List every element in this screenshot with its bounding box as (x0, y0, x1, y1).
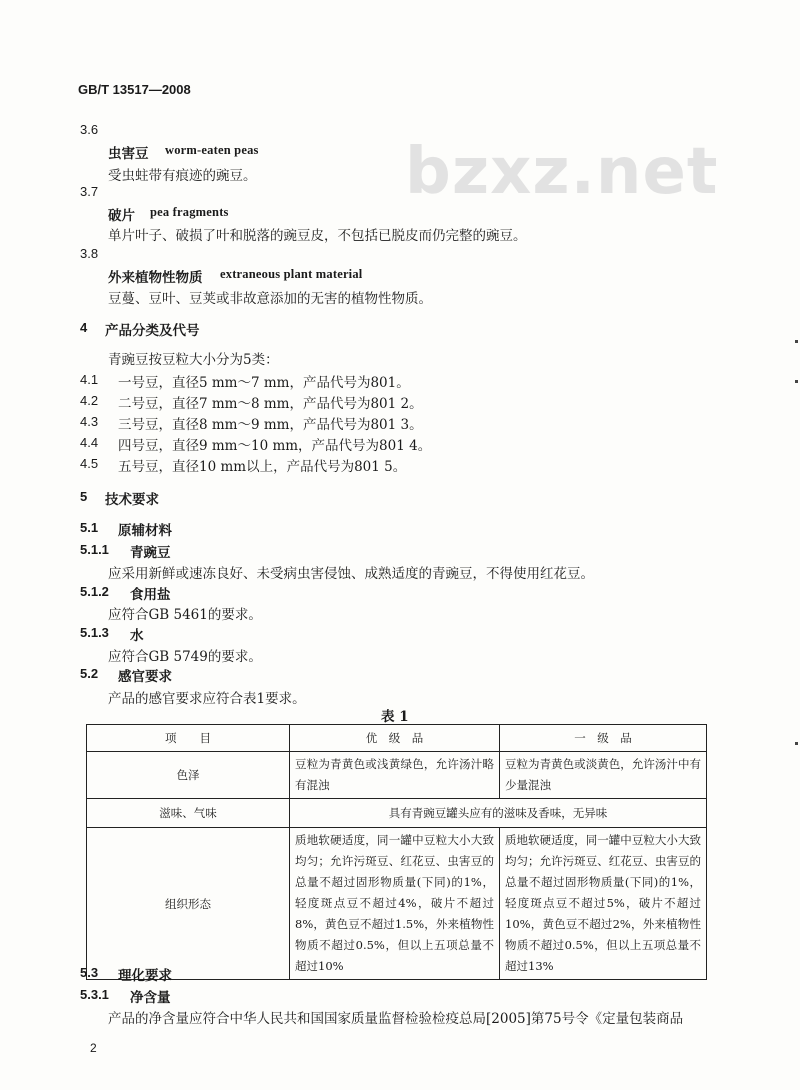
table-row-taste (87, 799, 707, 828)
term-definition: 豆蔓、豆叶、豆荚或非故意添加的无害的植物性物质。 (108, 291, 432, 307)
row-premium: 豆粒为青黄色或浅黄绿色，允许汤汁略有混浊 (290, 752, 500, 799)
row-merged: 具有青豌豆罐头应有的滋味及香味，无异味 (290, 799, 707, 828)
section-text: 产品的感官要求应符合表1要求。 (108, 691, 306, 707)
table-header-row (87, 725, 707, 752)
term-cn: 虫害豆 (108, 146, 149, 162)
section-intro: 青豌豆按豆粒大小分为5类： (108, 352, 279, 368)
row-first: 质地软硬适度，同一罐中豆粒大小大致均匀；允许污斑豆、红花豆、虫害豆的总量不超过固形物质量(下同)的1%，轻度斑点豆不超过5%，破片不超过10%，黄色豆不超过2%，外来植物性物质不超过0.5%，但以上五项总量不超过13% (500, 828, 707, 980)
section-title: 食用盐 (130, 587, 171, 603)
page-number: 2 (90, 1041, 97, 1055)
section-number: 3.6 (80, 122, 99, 137)
section-title: 净含量 (130, 990, 171, 1006)
header-item: 项 目 (87, 725, 290, 752)
sensory-requirements-table (86, 724, 707, 980)
row-premium: 质地软硬适度，同一罐中豆粒大小大致均匀；允许污斑豆、红花豆、虫害豆的总量不超过固形物质量(下同)的1%，轻度斑点豆不超过4%，破片不超过8%，黄色豆不超过1.5%，外来植物性物质不超过0.5%，但以上五项总量不超过10% (290, 828, 500, 980)
section-title: 原辅材料 (118, 523, 172, 539)
section-title: 产品分类及代号 (105, 323, 200, 339)
row-item: 色泽 (87, 752, 290, 799)
item-text: 三号豆，直径8 mm～9 mm，产品代号为801 3。 (118, 417, 423, 433)
section-title: 水 (130, 628, 144, 644)
watermark-text: bzxz.net (405, 135, 719, 209)
item-text: 四号豆，直径9 mm～10 mm，产品代号为801 4。 (118, 438, 432, 454)
section-number: 3.7 (80, 184, 99, 199)
table-row-color (87, 752, 707, 799)
header-first: 一 级 品 (500, 725, 707, 752)
item-number: 4.5 (80, 456, 99, 471)
item-number: 4.2 (80, 393, 99, 408)
term-cn: 外来植物性物质 (108, 270, 203, 286)
section-title: 理化要求 (118, 968, 172, 984)
section-number: 5.3.1 (80, 987, 109, 1002)
section-number: 5.1.3 (80, 625, 109, 640)
row-item: 滋味、气味 (87, 799, 290, 828)
term-en: worm-eaten peas (165, 143, 259, 157)
item-text: 五号豆，直径10 mm以上，产品代号为801 5。 (118, 459, 407, 475)
section-number: 5.1 (80, 520, 99, 535)
section-title: 感官要求 (118, 669, 172, 685)
item-text: 二号豆，直径7 mm～8 mm，产品代号为801 2。 (118, 396, 423, 412)
term-definition: 受虫蛀带有痕迹的豌豆。 (108, 168, 257, 184)
section-number: 5.1.2 (80, 584, 109, 599)
item-number: 4.1 (80, 372, 99, 387)
section-number: 5.2 (80, 666, 99, 681)
item-text: 一号豆，直径5 mm～7 mm，产品代号为801。 (118, 375, 410, 391)
header-premium: 优 级 品 (290, 725, 500, 752)
scan-mark (795, 742, 798, 745)
row-first: 豆粒为青黄色或淡黄色，允许汤汁中有少量混浊 (500, 752, 707, 799)
section-number: 3.8 (80, 246, 99, 261)
standard-code: GB/T 13517—2008 (78, 82, 191, 97)
section-text: 应符合GB 5461的要求。 (108, 607, 262, 623)
section-text: 应符合GB 5749的要求。 (108, 649, 262, 665)
scan-mark (795, 380, 798, 383)
row-item: 组织形态 (87, 828, 290, 980)
item-number: 4.4 (80, 435, 99, 450)
term-cn: 破片 (108, 208, 135, 224)
section-title: 技术要求 (105, 492, 159, 508)
section-number: 4 (80, 320, 88, 335)
section-text: 产品的净含量应符合中华人民共和国国家质量监督检验检疫总局[2005]第75号令《定量包装商品 (108, 1011, 684, 1027)
item-number: 4.3 (80, 414, 99, 429)
section-number: 5.3 (80, 965, 99, 980)
term-en: pea fragments (150, 205, 229, 219)
term-definition: 单片叶子、破损了叶和脱落的豌豆皮，不包括已脱皮而仍完整的豌豆。 (108, 228, 527, 244)
scan-mark (795, 340, 798, 343)
section-text: 应采用新鲜或速冻良好、未受病虫害侵蚀、成熟适度的青豌豆，不得使用红花豆。 (108, 566, 594, 582)
section-number: 5 (80, 489, 88, 504)
section-number: 5.1.1 (80, 542, 109, 557)
term-en: extraneous plant material (220, 267, 363, 281)
table-caption: 表 1 (381, 709, 409, 725)
table-row-texture (87, 828, 707, 980)
section-title: 青豌豆 (130, 545, 171, 561)
